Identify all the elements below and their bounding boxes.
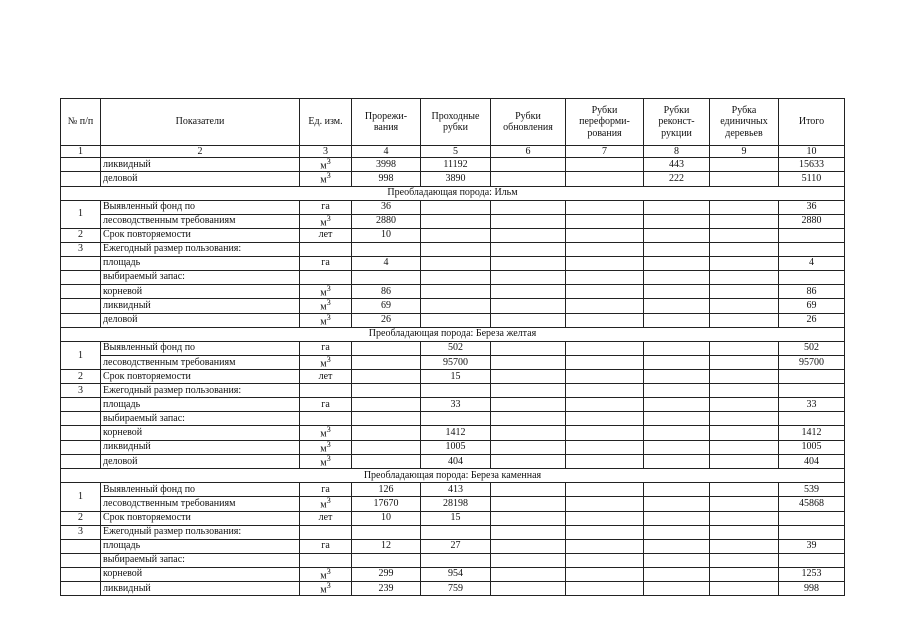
- thinning-cell: 17670: [352, 497, 421, 511]
- unit-cell: $м^3$: [300, 581, 352, 595]
- row-number: 3: [61, 525, 101, 539]
- row-number: 1: [61, 341, 101, 369]
- unit-cell: $м^3$: [300, 313, 352, 327]
- row-label: ликвидный: [101, 440, 300, 454]
- header-single-tree-cuts: Рубка единичных деревьев: [710, 99, 779, 146]
- header-reconstruction-cuts: Рубки реконст- рукции: [644, 99, 710, 146]
- table-row: [61, 284, 845, 298]
- header-reformation-cuts: Рубки переформи- рования: [566, 99, 644, 146]
- reconstruction-cell: 222: [644, 172, 710, 186]
- total-cell: 86: [779, 284, 845, 298]
- row-label: площадь: [101, 256, 300, 270]
- unit-cell: га: [300, 341, 352, 355]
- passage-cell: 11192: [421, 158, 491, 172]
- thinning-cell: 299: [352, 567, 421, 581]
- thinning-cell: 2880: [352, 214, 421, 228]
- passage-cell: 413: [421, 483, 491, 497]
- row-label: деловой: [101, 454, 300, 468]
- row-label: деловой: [101, 313, 300, 327]
- row-number: 1: [61, 483, 101, 511]
- thinning-cell: 26: [352, 313, 421, 327]
- row-label: Срок повторяемости: [101, 370, 300, 384]
- total-cell: 1412: [779, 426, 845, 440]
- total-cell: 26: [779, 313, 845, 327]
- row-number: 3: [61, 242, 101, 256]
- header-thinning: Прорежи- вания: [352, 99, 421, 146]
- table-row: [61, 270, 845, 284]
- passage-cell: 1005: [421, 440, 491, 454]
- total-cell: 539: [779, 483, 845, 497]
- row-label: корневой: [101, 567, 300, 581]
- thinning-cell: 36: [352, 200, 421, 214]
- col-number: 8: [644, 146, 710, 158]
- row-label: Выявленный фонд по: [101, 200, 300, 214]
- section-title: Преобладающая порода: Ильм: [61, 186, 845, 200]
- row-label: Ежегодный размер пользования:: [101, 242, 300, 256]
- thinning-cell: 126: [352, 483, 421, 497]
- passage-cell: 15: [421, 370, 491, 384]
- row-label: Срок повторяемости: [101, 511, 300, 525]
- total-cell: 4: [779, 256, 845, 270]
- unit-cell: га: [300, 398, 352, 412]
- passage-cell: [421, 228, 491, 242]
- row-label: ликвидный: [101, 299, 300, 313]
- header-total: Итого: [779, 99, 845, 146]
- row-label: выбираемый запас:: [101, 553, 300, 567]
- thinning-cell: 10: [352, 511, 421, 525]
- thinning-cell: [352, 398, 421, 412]
- thinning-cell: 86: [352, 284, 421, 298]
- row-label: корневой: [101, 426, 300, 440]
- total-cell: 502: [779, 341, 845, 355]
- unit-cell: га: [300, 483, 352, 497]
- column-number-row: [61, 146, 845, 158]
- unit-cell: $м^3$: [300, 567, 352, 581]
- table-row: [61, 256, 845, 270]
- table-row: [61, 228, 845, 242]
- passage-cell: 27: [421, 539, 491, 553]
- total-cell: 1253: [779, 567, 845, 581]
- thinning-cell: 239: [352, 581, 421, 595]
- thinning-cell: 69: [352, 299, 421, 313]
- table-row: [61, 539, 845, 553]
- unit-cell: $м^3$: [300, 299, 352, 313]
- thinning-cell: [352, 426, 421, 440]
- table-row: [61, 398, 845, 412]
- table-row: [61, 454, 845, 468]
- row-number: 2: [61, 370, 101, 384]
- table-row: [61, 440, 845, 454]
- total-cell: 33: [779, 398, 845, 412]
- thinning-cell: [352, 341, 421, 355]
- passage-cell: 954: [421, 567, 491, 581]
- unit-cell: $м^3$: [300, 426, 352, 440]
- table-row: [61, 412, 845, 426]
- unit-cell: $м^3$: [300, 454, 352, 468]
- forest-use-table: [60, 98, 845, 596]
- table-row: [61, 567, 845, 581]
- table-row: [61, 581, 845, 595]
- row-label: лесоводственным требованиям: [101, 497, 300, 511]
- table-row: [61, 553, 845, 567]
- table-row: [61, 426, 845, 440]
- section-title: Преобладающая порода: Береза желтая: [61, 327, 845, 341]
- passage-cell: 759: [421, 581, 491, 595]
- thinning-cell: [352, 440, 421, 454]
- table-row: [61, 200, 845, 214]
- row-label: лесоводственным требованиям: [101, 214, 300, 228]
- table-row: [61, 483, 845, 497]
- total-cell: 45868: [779, 497, 845, 511]
- passage-cell: 502: [421, 341, 491, 355]
- row-label: деловой: [101, 172, 300, 186]
- table-row: [61, 172, 845, 186]
- total-cell: 15633: [779, 158, 845, 172]
- passage-cell: [421, 284, 491, 298]
- total-cell: 998: [779, 581, 845, 595]
- section-title-row: [61, 327, 845, 341]
- row-label: площадь: [101, 398, 300, 412]
- unit-cell: га: [300, 200, 352, 214]
- row-label: Выявленный фонд по: [101, 483, 300, 497]
- section-title-row: [61, 469, 845, 483]
- col-number: 2: [101, 146, 300, 158]
- col-number: 6: [491, 146, 566, 158]
- total-cell: 1005: [779, 440, 845, 454]
- row-label: Ежегодный размер пользования:: [101, 384, 300, 398]
- passage-cell: [421, 299, 491, 313]
- total-cell: 95700: [779, 355, 845, 369]
- row-label: ликвидный: [101, 581, 300, 595]
- table-row: [61, 214, 845, 228]
- total-cell: 2880: [779, 214, 845, 228]
- row-label: ликвидный: [101, 158, 300, 172]
- row-label: корневой: [101, 284, 300, 298]
- row-number: 2: [61, 511, 101, 525]
- thinning-cell: 998: [352, 172, 421, 186]
- table-row: [61, 370, 845, 384]
- unit-cell: лет: [300, 228, 352, 242]
- row-number: 1: [61, 200, 101, 228]
- section-title-row: [61, 186, 845, 200]
- header-renewal-cuts: Рубки обновления: [491, 99, 566, 146]
- row-label: лесоводственным требованиям: [101, 355, 300, 369]
- unit-cell: га: [300, 256, 352, 270]
- passage-cell: [421, 214, 491, 228]
- unit-cell: $м^3$: [300, 497, 352, 511]
- total-cell: 69: [779, 299, 845, 313]
- passage-cell: [421, 313, 491, 327]
- passage-cell: 404: [421, 454, 491, 468]
- col-number: 4: [352, 146, 421, 158]
- thinning-cell: 10: [352, 228, 421, 242]
- passage-cell: 33: [421, 398, 491, 412]
- thinning-cell: [352, 370, 421, 384]
- table-row: [61, 299, 845, 313]
- row-number: 3: [61, 384, 101, 398]
- col-number: 3: [300, 146, 352, 158]
- reconstruction-cell: 443: [644, 158, 710, 172]
- row-label: выбираемый запас:: [101, 270, 300, 284]
- table-row: [61, 384, 845, 398]
- header-passage-cuts: Проходные рубки: [421, 99, 491, 146]
- table-row: [61, 158, 845, 172]
- total-cell: 36: [779, 200, 845, 214]
- total-cell: 404: [779, 454, 845, 468]
- unit-cell: $м^3$: [300, 172, 352, 186]
- table-row: [61, 497, 845, 511]
- col-number: 7: [566, 146, 644, 158]
- unit-cell: $м^3$: [300, 158, 352, 172]
- row-label: выбираемый запас:: [101, 412, 300, 426]
- passage-cell: 15: [421, 511, 491, 525]
- unit-cell: $м^3$: [300, 214, 352, 228]
- col-number: 10: [779, 146, 845, 158]
- unit-cell: лет: [300, 511, 352, 525]
- passage-cell: 28198: [421, 497, 491, 511]
- row-label: Выявленный фонд по: [101, 341, 300, 355]
- row-label: Ежегодный размер пользования:: [101, 525, 300, 539]
- thinning-cell: 12: [352, 539, 421, 553]
- col-number: 5: [421, 146, 491, 158]
- unit-cell: $м^3$: [300, 355, 352, 369]
- table-row: [61, 511, 845, 525]
- unit-cell: лет: [300, 370, 352, 384]
- row-number: 2: [61, 228, 101, 242]
- table-row: [61, 242, 845, 256]
- row-label: площадь: [101, 539, 300, 553]
- unit-cell: $м^3$: [300, 440, 352, 454]
- section-title: Преобладающая порода: Береза каменная: [61, 469, 845, 483]
- passage-cell: [421, 200, 491, 214]
- row-label: Срок повторяемости: [101, 228, 300, 242]
- header-row: [61, 99, 845, 146]
- passage-cell: 1412: [421, 426, 491, 440]
- header-indicator: Показатели: [101, 99, 300, 146]
- table-row: [61, 341, 845, 355]
- col-number: 1: [61, 146, 101, 158]
- unit-cell: $м^3$: [300, 284, 352, 298]
- unit-cell: га: [300, 539, 352, 553]
- thinning-cell: 3998: [352, 158, 421, 172]
- table-row: [61, 525, 845, 539]
- table-row: [61, 313, 845, 327]
- thinning-cell: [352, 355, 421, 369]
- total-cell: 5110: [779, 172, 845, 186]
- thinning-cell: [352, 454, 421, 468]
- col-number: 9: [710, 146, 779, 158]
- header-num: № п/п: [61, 99, 101, 146]
- passage-cell: 95700: [421, 355, 491, 369]
- header-unit: Ед. изм.: [300, 99, 352, 146]
- table-row: [61, 355, 845, 369]
- thinning-cell: 4: [352, 256, 421, 270]
- total-cell: 39: [779, 539, 845, 553]
- passage-cell: 3890: [421, 172, 491, 186]
- passage-cell: [421, 256, 491, 270]
